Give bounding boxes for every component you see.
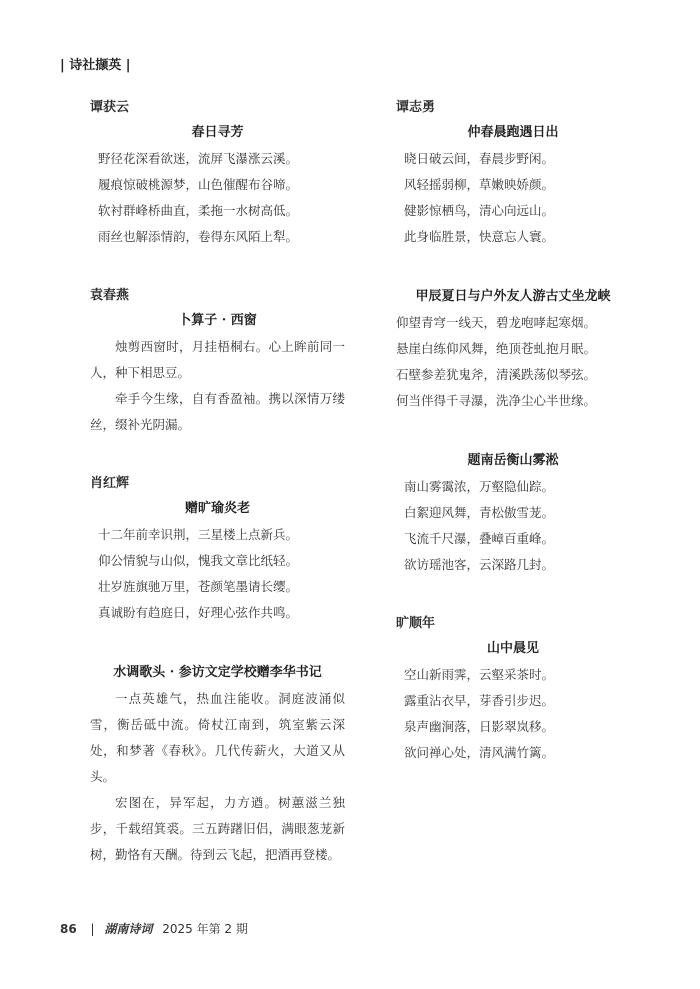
poem-line: 石壁参差犹鬼斧，清溪跌荡似琴弦。 [396,367,597,382]
poem-line: 野径花深看欲迷，流屏飞瀑涨云溪。 [98,151,299,166]
magazine-name: 湖南诗词 [104,922,153,936]
poem-title: 春日寻芳 [191,125,244,140]
poem-line: 雨丝也解添情韵，卷得东风陌上犁。 [98,229,299,244]
poem-line: 此身临胜景，快意忘人寰。 [404,229,555,244]
poem-line: 欲访瑶池客，云深路几封。 [404,557,555,572]
poem-block [396,96,630,250]
poem-author: 谭志勇 [396,100,436,115]
poem-block [396,612,630,766]
footer-separator: | [90,922,95,936]
poem-line: 仰望青穹一线天，碧龙咆哮起寒烟。 [396,315,597,330]
poem-line: 白絮迎风舞，青松傲雪茏。 [404,505,555,520]
poem-block [90,96,345,250]
poem-author: 谭获云 [90,100,130,115]
poem-line: 壮岁旌旗驰万里，苍颜笔墨请长缨。 [98,579,299,594]
poem-block [90,472,345,626]
poem-block [396,448,630,578]
poem-line: 悬崖白练仰风舞，绝顶苍虬抱月眠。 [396,341,597,356]
poem-line: 何当伴得千寻瀑，洗净尘心半世缘。 [396,393,597,408]
page-number: 86 [60,922,77,936]
poem-title: 山中晨见 [486,641,539,656]
poem-paragraph: 宏图在，异军起，力方遒。树蕙滋兰独步，千载绍箕裘。三五踌躇旧侣，满眼葱茏新树，勤恪有天酬。待到云飞起，把酒再登楼。 [90,795,345,862]
poem-paragraph: 烛剪西窗时，月挂梧桐右。心上眸前同一人，种下相思豆。 [90,339,345,380]
poem-line: 飞流千尺瀑，叠嶂百重峰。 [404,531,555,546]
poem-paragraph: 牵手今生缘，自有香盈袖。携以深情万缕丝，缀补光阴漏。 [90,391,345,432]
poem-author: 肖红辉 [90,476,130,491]
poem-line: 履痕惊破桃源梦，山色催醒布谷啼。 [98,177,299,192]
poem-line: 露重沾衣早，芽香引步迟。 [404,693,555,708]
poem-paragraph: 一点英雄气，热血注能收。洞庭波涌似雪，衡岳砥中流。倚杖江南到，筑室紫云深处，和梦著《春秋》。几代传薪火，大道又从头。 [90,691,345,784]
poem-line: 晓日破云间，春晨步野闲。 [404,151,555,166]
poem-block [90,284,345,438]
poem-line: 软衬群峰桥曲直，柔拖一水树高低。 [98,203,299,218]
issue-label: 2025 年第 2 期 [162,922,248,936]
poem-line: 真诚盼有趋庭日，好理心弦作共鸣。 [98,605,299,620]
poem-title: 题南岳衡山雾淞 [467,453,559,468]
right-column [396,96,630,800]
poem-line: 仰公情貌与山似，愧我文章比纸轻。 [98,553,299,568]
poem-title: 卜算子 · 西窗 [178,313,257,328]
poem-title: 仲春晨跑遇日出 [467,125,559,140]
poem-line: 空山新雨霁，云壑采茶时。 [404,667,555,682]
poem-line: 十二年前幸识荆，三星楼上点新兵。 [98,527,299,542]
poem-line: 风轻摇弱柳，草嫩映娇颜。 [404,177,555,192]
poem-line: 泉声幽涧落，日影翠岚移。 [404,719,555,734]
section-label: | 诗社撷英 | [60,58,131,73]
poem-line: 欲问禅心处，清风满竹篱。 [404,745,555,760]
poem-title: 赠旷瑜炎老 [184,501,250,516]
poem-title: 甲辰夏日与户外友人游古丈坐龙峡 [415,289,611,304]
left-column [90,96,345,902]
poem-author: 旷顺年 [396,616,436,631]
poem-block [396,284,630,414]
poem-author: 袁春燕 [90,288,130,303]
poem-title: 水调歌头 · 参访文定学校赠李华书记 [113,665,322,680]
page-footer [60,920,248,937]
poem-block [90,660,345,868]
poem-line: 健影惊栖鸟，清心向远山。 [404,203,555,218]
poem-line: 南山雾霭浓，万壑隐仙踪。 [404,479,555,494]
